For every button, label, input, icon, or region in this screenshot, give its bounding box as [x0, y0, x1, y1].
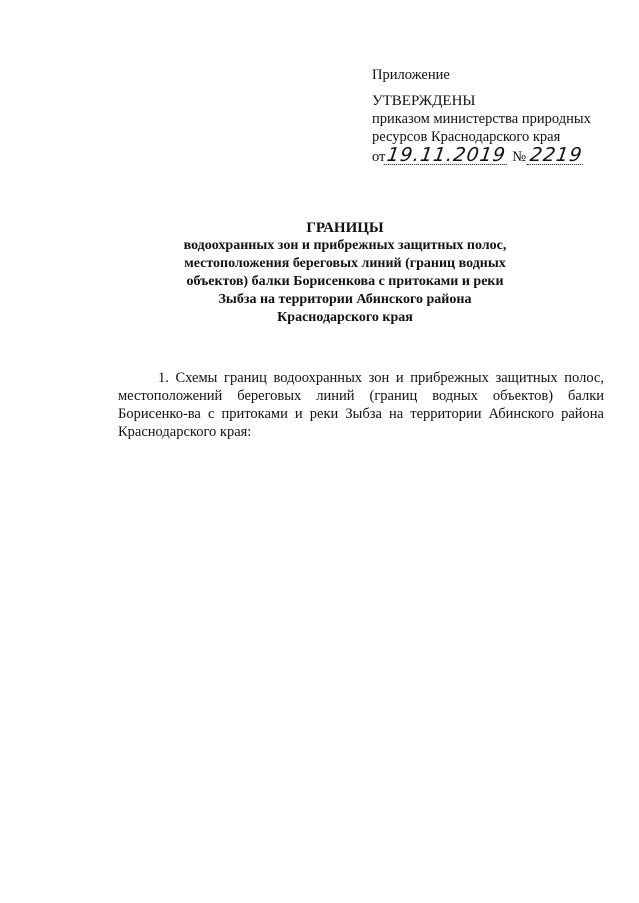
title-line-4: Зыбза на территории Абинского района	[218, 292, 472, 307]
document-title	[150, 219, 540, 327]
order-date-number-line	[372, 146, 622, 166]
body-paragraph-1: 1. Схемы границ водоохранных зон и прибрежных защитных полос, местоположений береговых линий (границ водных объектов) балки Борисенко-ва с притоками и реки Зыбза на территории Абинского района Краснодарского края:	[118, 369, 604, 440]
order-line-1: приказом министерства природных	[372, 111, 591, 127]
title-line-1: водоохранных зон и прибрежных защитных полос,	[183, 238, 507, 253]
handwritten-order-number: 2219	[528, 144, 585, 166]
from-label: от	[372, 149, 386, 165]
title-line-2: местоположения береговых линий (границ водных	[184, 256, 506, 271]
handwritten-date: 19.11.2019	[385, 144, 508, 166]
title-line-5: Краснодарского края	[277, 310, 413, 325]
number-sign: №	[512, 149, 527, 165]
spacer	[372, 84, 622, 92]
approval-block	[372, 66, 622, 166]
title-main: ГРАНИЦЫ	[306, 220, 384, 236]
order-line-2: ресурсов Краснодарского края	[372, 129, 561, 145]
approved-label: УТВЕРЖДЕНЫ	[372, 93, 476, 109]
appendix-label: Приложение	[372, 67, 450, 83]
title-line-3: объектов) балки Борисенкова с притоками и реки	[186, 274, 504, 289]
